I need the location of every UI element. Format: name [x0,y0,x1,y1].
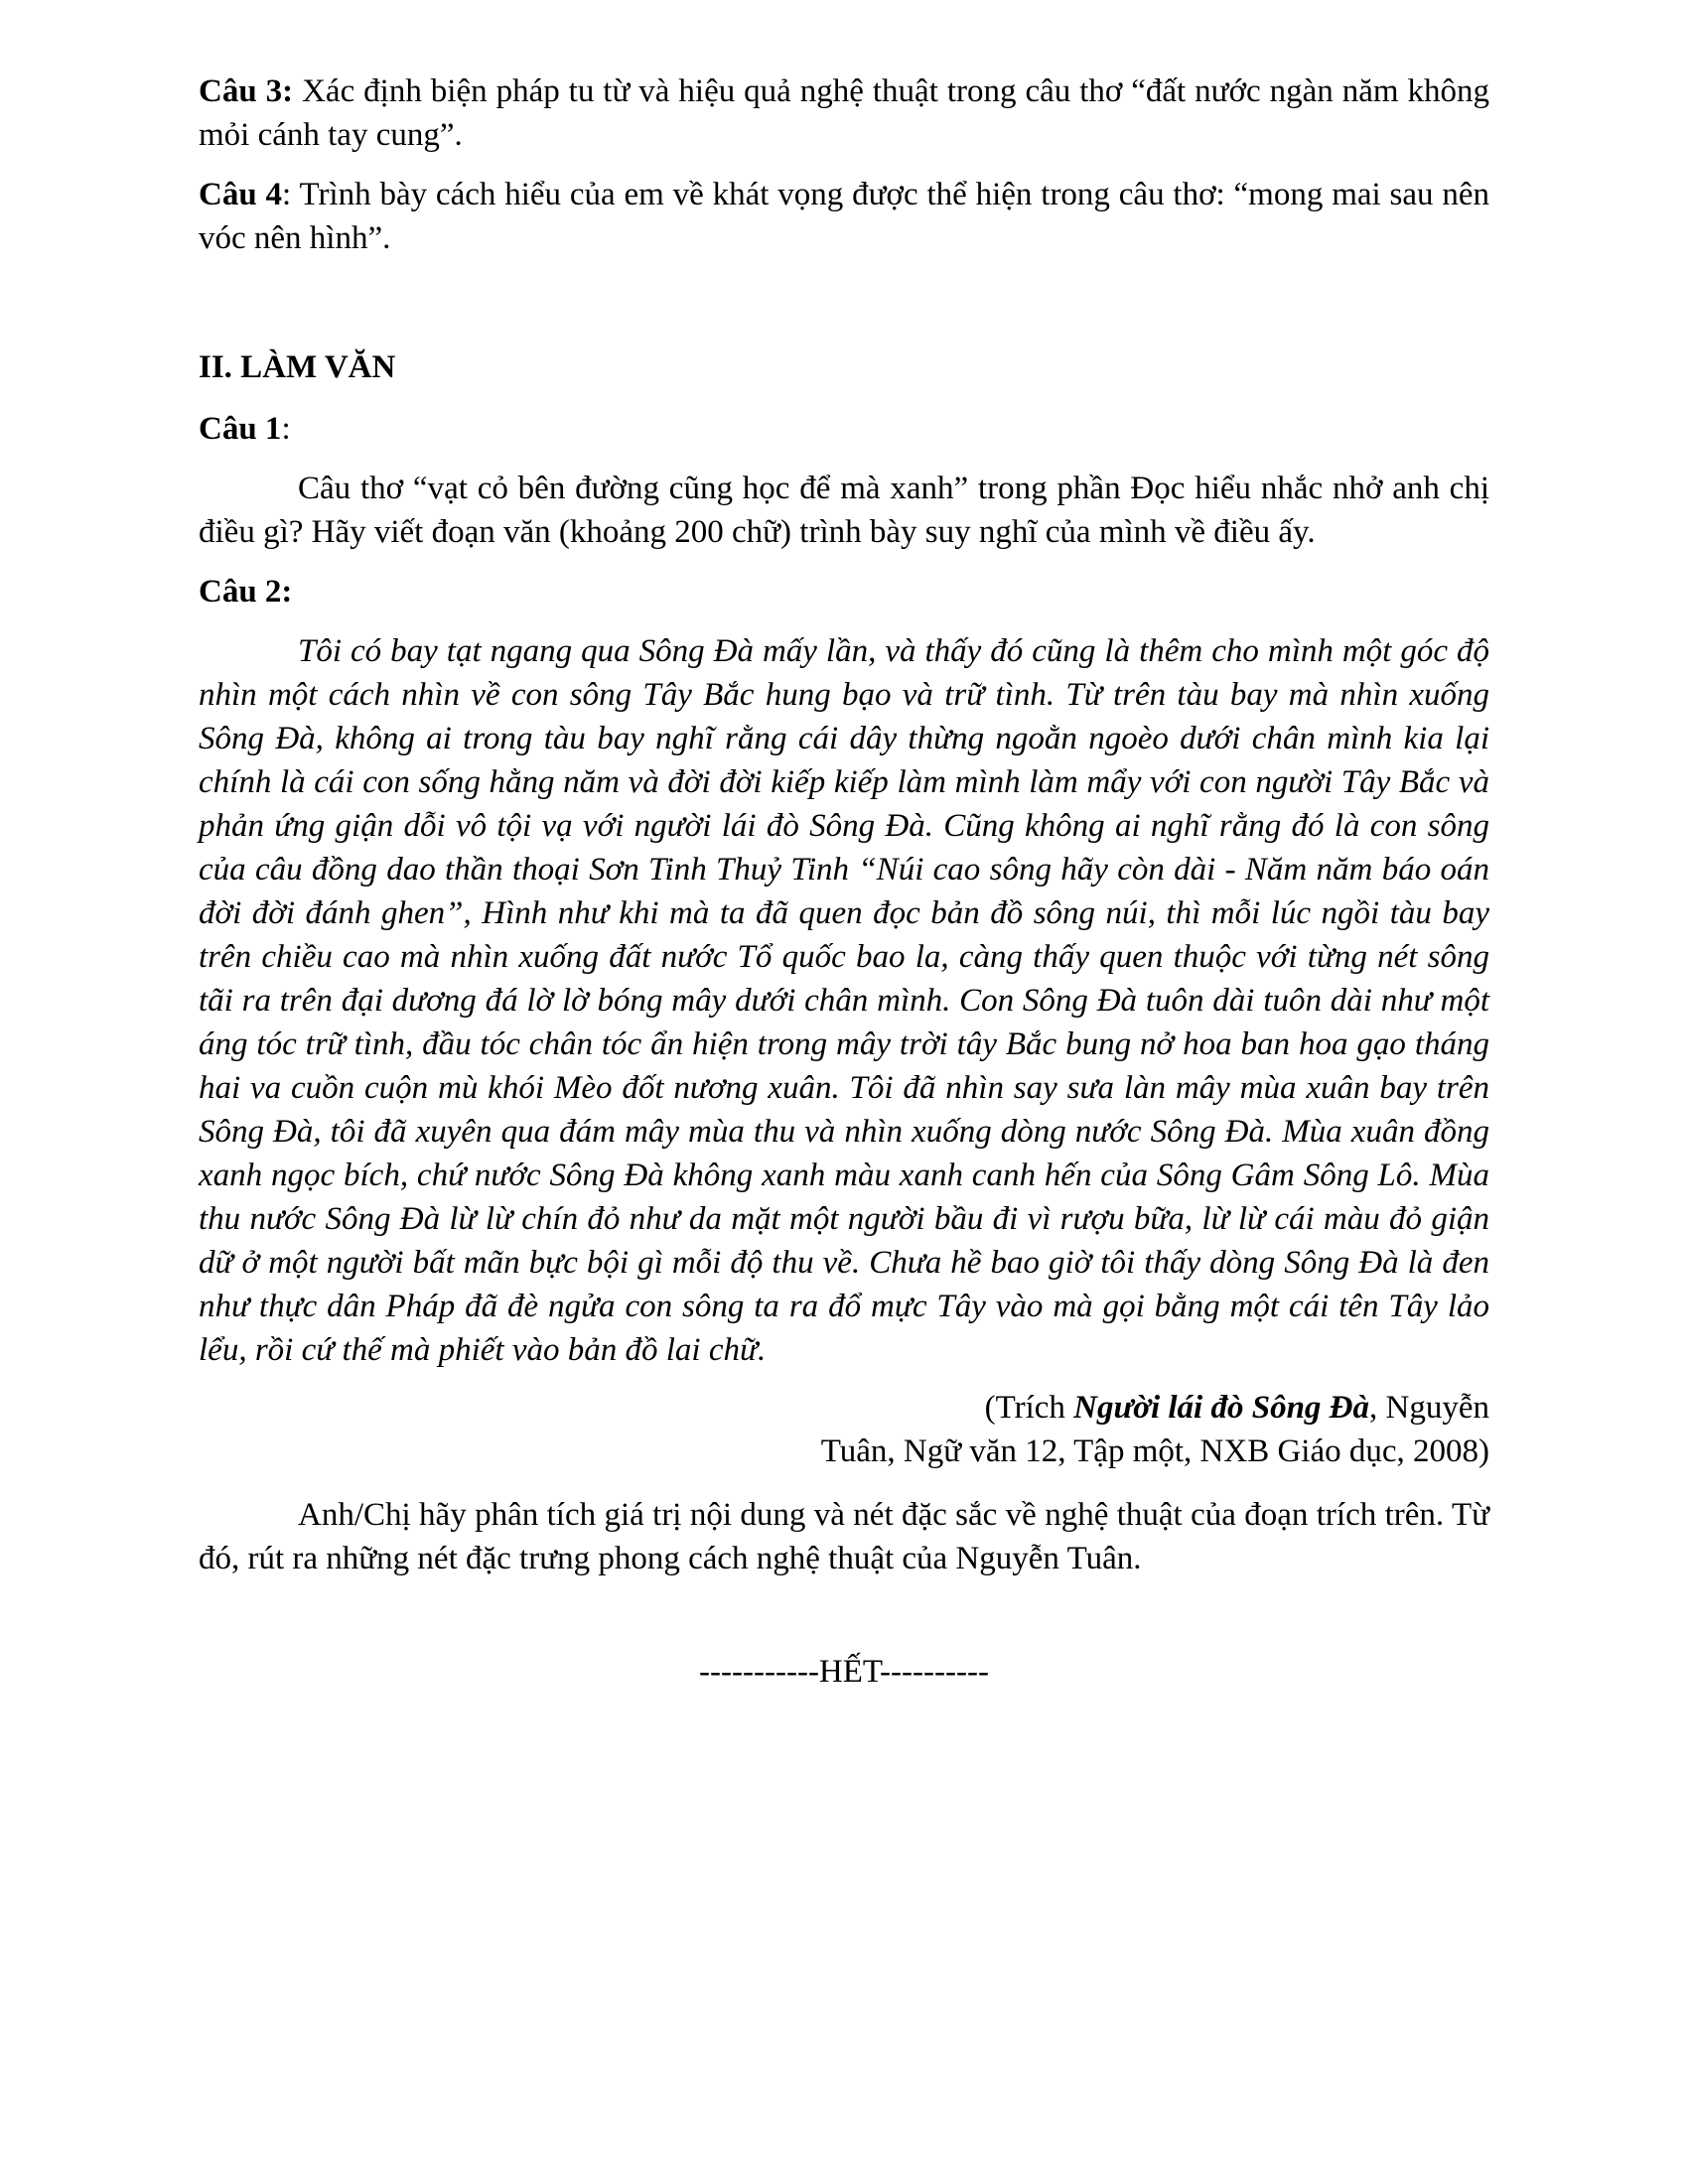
essay-question-1-text: Câu thơ “vạt cỏ bên đường cũng học để mà xanh” trong phần Đọc hiểu nhắc nhở anh chị điều gì? Hãy viết đoạn văn (khoảng 200 chữ) trình bày suy nghĩ của mình về điều ấy. [199,471,1489,550]
essay-question-1-label: Câu 1 [199,411,282,447]
essay-question-2-label: Câu 2: [199,574,293,610]
literary-excerpt: Tôi có bay tạt ngang qua Sông Đà mấy lần, và thấy đó cũng là thêm cho mình một góc độ nhìn một cách nhìn về con sông Tây Bắc hung bạo và trữ tình. Từ trên tàu bay mà nhìn xuống Sông Đà, không ai trong tàu bay nghĩ rằng cái dây thừng ngoằn ngoèo dưới chân mình kia lại chính là cái con sống hằng năm và đời đời kiếp kiếp làm mình làm mẩy với con người Tây Bắc và phản ứng giận dỗi vô tội vạ với người lái đò Sông Đà. Cũng không ai nghĩ rằng đó là con sông của câu đồng dao thần thoại Sơn Tinh Thuỷ Tinh “Núi cao sông hãy còn dài - Năm năm báo oán đời đời đánh ghen”, Hình như khi mà ta đã quen đọc bản đồ sông núi, thì mỗi lúc ngồi tàu bay trên chiều cao mà nhìn xuống đất nước Tổ quốc bao la, càng thấy quen thuộc với từng nét sông tãi ra trên đại dương đá lờ lờ bóng mây dưới chân mình. Con Sông Đà tuôn dài tuôn dài như một áng tóc trữ tình, đầu tóc chân tóc ẩn hiện trong mây trời tây Bắc bung nở hoa ban hoa gạo tháng hai va cuồn cuộn mù khói Mèo đốt nương xuân. Tôi đã nhìn say sưa làn mây mùa xuân bay trên Sông Đà, tôi đã xuyên qua đám mây mùa thu và nhìn xuống dòng nước Sông Đà. Mùa xuân đồng xanh ngọc bích, chứ nước Sông Đà không xanh màu xanh canh hến của Sông Gâm Sông Lô. Mùa thu nước Sông Đà lừ lừ chín đỏ như da mặt một người bầu đi vì rượu bữa, lừ lừ cái màu đỏ giận dữ ở một người bất mãn bực bội gì mỗi độ thu về. Chưa hề bao giờ tôi thấy dòng Sông Đà là đen như thực dân Pháp đã đè ngửa con sông ta ra đổ mực Tây vào mà gọi bằng một cái tên Tây lảo lểu, rồi cứ thế mà phiết vào bản đồ lai chữ. [199,633,1489,1368]
essay-question-2-heading [199,570,1489,614]
citation-prefix: (Trích [984,1390,1074,1426]
essay-question-1-heading [199,407,1489,451]
question-3 [199,69,1489,157]
citation-work-title: Người lái đò Sông Đà [1073,1390,1370,1426]
question-4-label: Câu 4 [199,177,283,212]
spacer [199,276,1489,345]
question-4-text: : Trình bày cách hiểu của em về khát vọng được thể hiện trong câu thơ: “mong mai sau nên vóc nên hình”. [199,177,1489,256]
question-4 [199,173,1489,260]
citation-line-2: Tuân, Ngữ văn 12, Tập một, NXB Giáo dục, 2008) [820,1433,1489,1469]
section-heading-lam-van: II. LÀM VĂN [199,349,396,385]
end-of-exam-mark: -----------HẾT---------- [699,1654,989,1690]
citation-author-start: , Nguyễn [1369,1390,1489,1426]
excerpt-citation [199,1386,1489,1473]
question-3-label: Câu 3: [199,73,294,109]
essay-question-1-colon: : [281,411,291,447]
question-3-text: Xác định biện pháp tu từ và hiệu quả nghệ thuật trong câu thơ “đất nước ngàn năm không mỏi cánh tay cung”. [199,73,1489,153]
essay-question-2-task: Anh/Chị hãy phân tích giá trị nội dung và nét đặc sắc về nghệ thuật của đoạn trích trên. Từ đó, rút ra những nét đặc trưng phong cách nghệ thuật của Nguyễn Tuân. [199,1497,1489,1576]
document-page [199,69,1489,1694]
citation-line-1 [199,1386,1489,1430]
